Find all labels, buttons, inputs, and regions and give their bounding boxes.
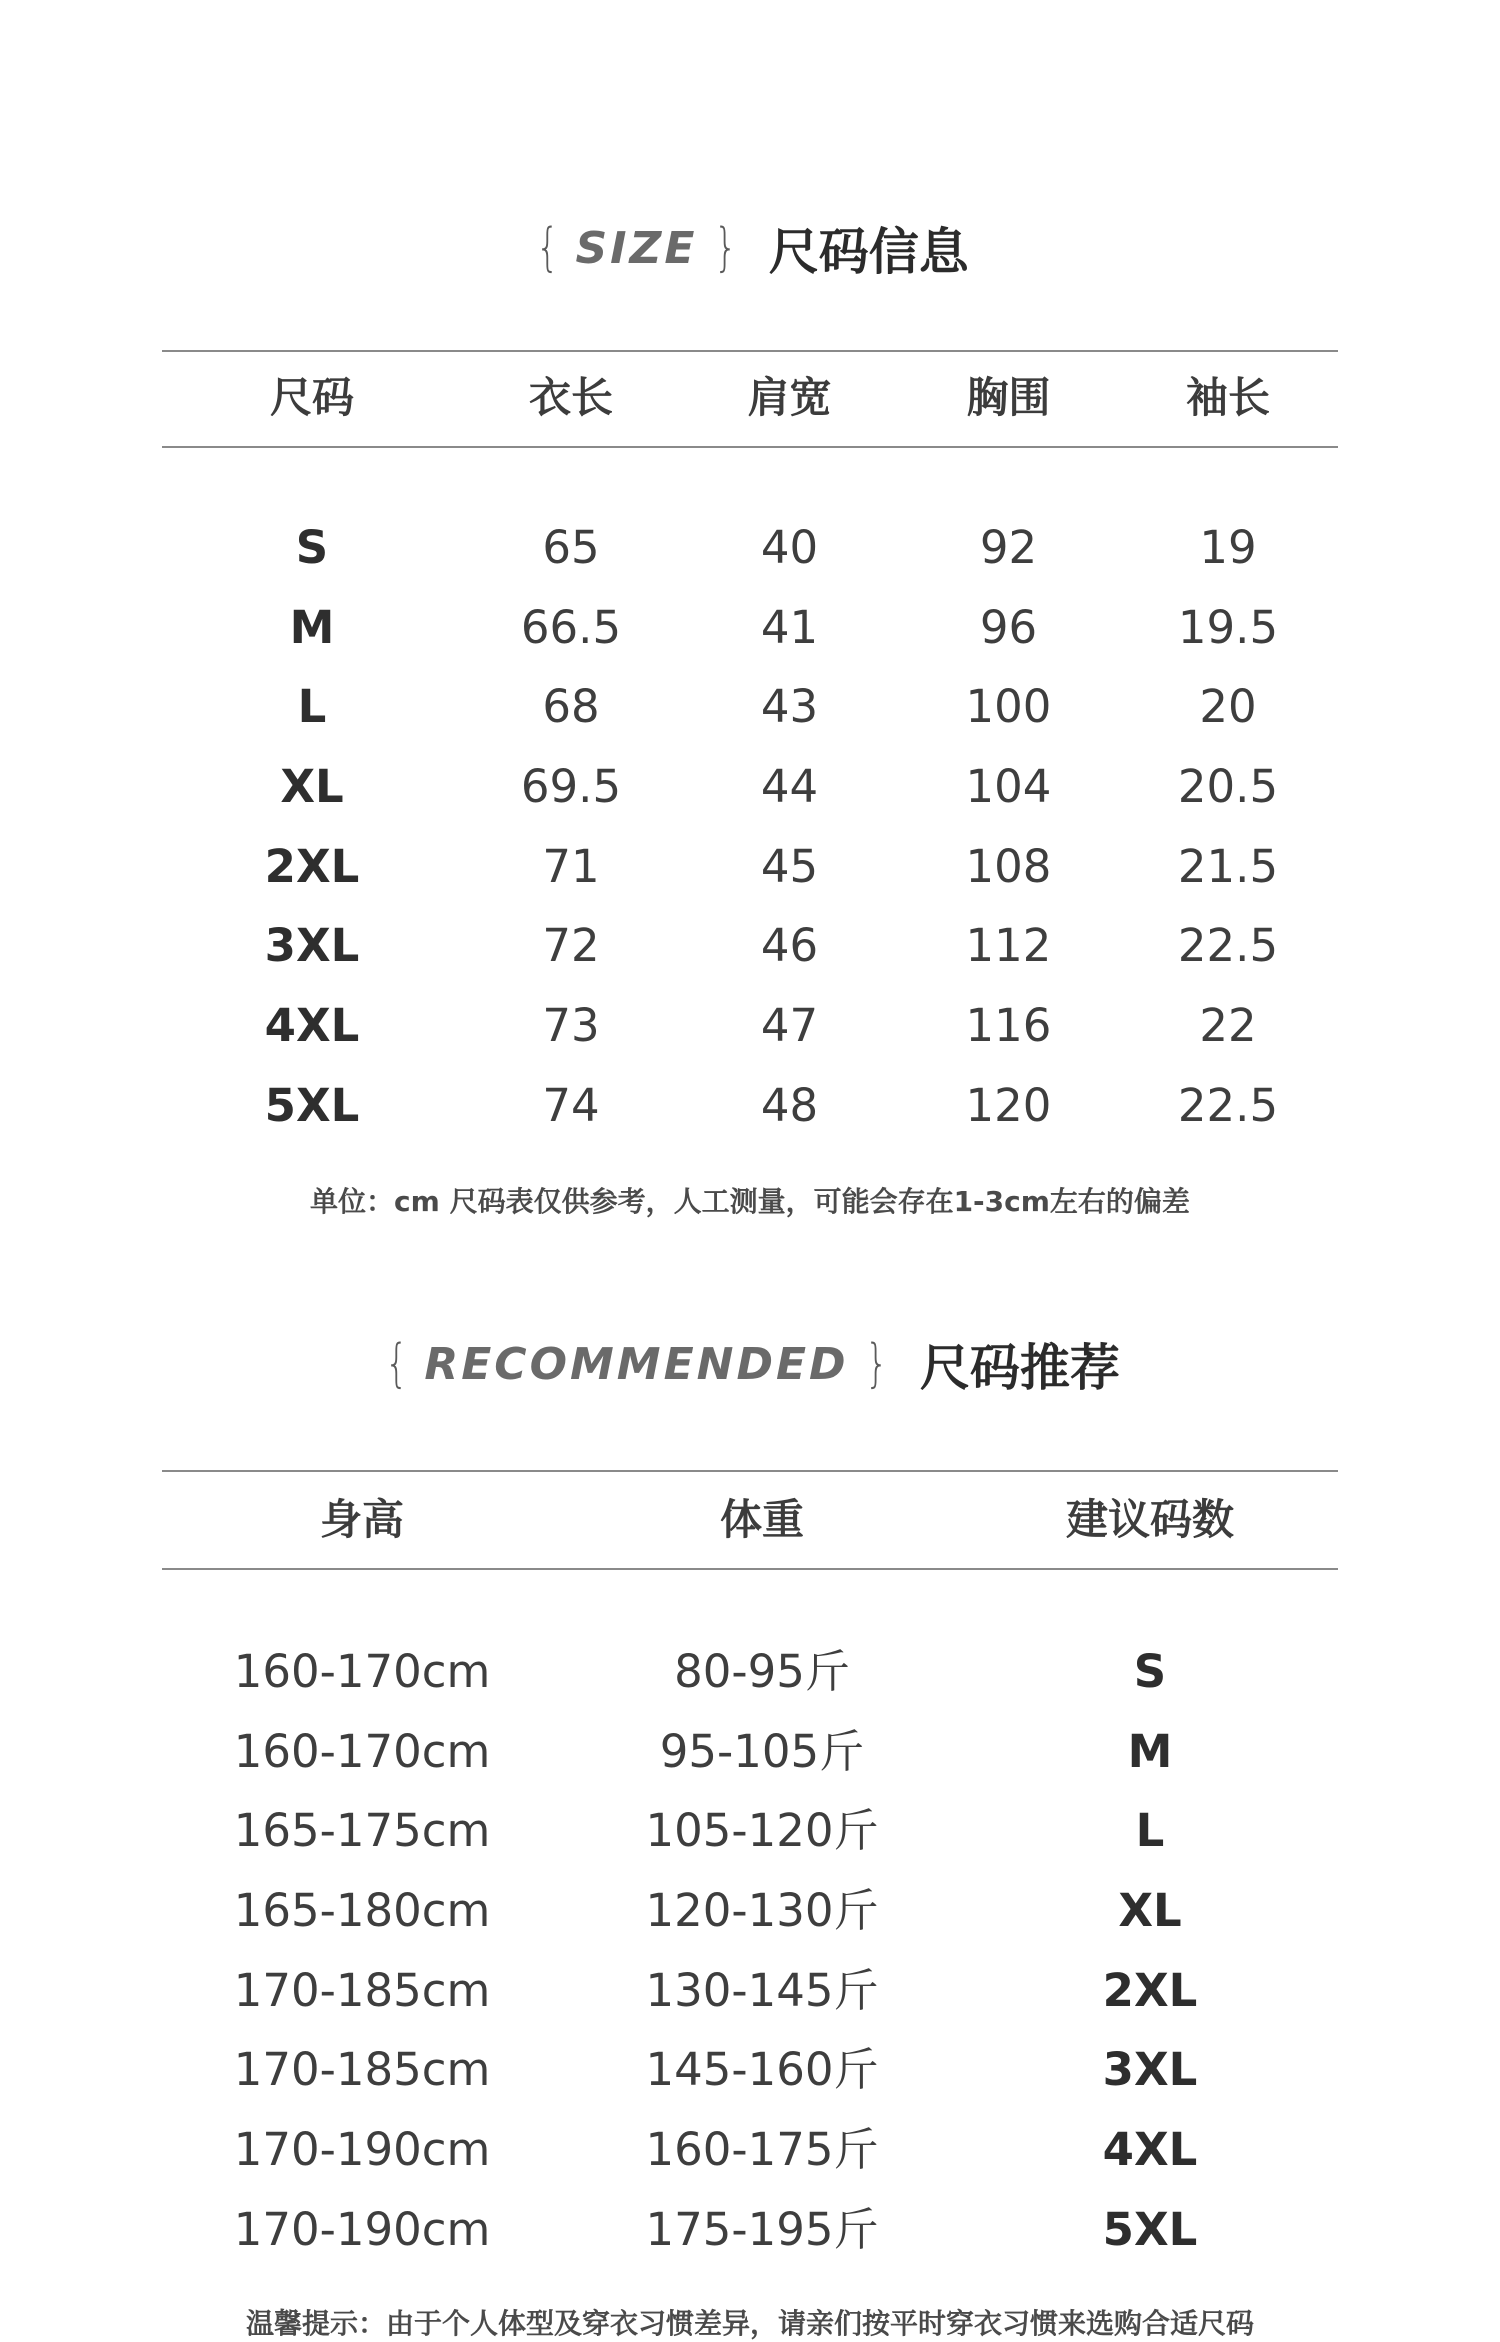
height-cell: 170-190cm <box>233 2202 491 2256</box>
size-label-cell: 5XL <box>264 1078 360 1132</box>
size-value-cell: 22 <box>1199 999 1257 1053</box>
size-value-cell: 96 <box>979 600 1038 654</box>
size-col-header: 衣长 <box>528 373 613 422</box>
size-label-cell: 3XL <box>264 919 360 973</box>
size-value-cell: 43 <box>760 680 819 734</box>
size-value-cell: 41 <box>760 600 819 654</box>
recommend-table-row <box>162 1632 1338 1712</box>
size-table-row <box>162 508 1338 588</box>
height-cell: 170-185cm <box>233 1963 491 2017</box>
size-value-cell: 72 <box>542 919 600 973</box>
size-label-cell: 4XL <box>264 999 360 1053</box>
size-table-row <box>162 747 1338 827</box>
size-table-body <box>162 508 1338 1146</box>
size-value-cell: 20.5 <box>1177 760 1279 814</box>
size-value-cell: 100 <box>965 680 1052 734</box>
size-col-header: 尺码 <box>269 373 354 422</box>
weight-cell: 120-130斤 <box>645 1884 879 1938</box>
recommend-col-header: 建议码数 <box>1065 1495 1234 1544</box>
recommend-section-heading <box>0 1328 1500 1400</box>
height-cell: 170-190cm <box>233 2123 491 2177</box>
size-value-cell: 65 <box>542 521 600 574</box>
size-heading-cn: 尺码信息 <box>768 223 969 281</box>
size-value-cell: 44 <box>760 760 819 814</box>
recommend-note: 温馨提示：由于个人体型及穿衣习惯差异，请亲们按平时穿衣习惯来选购合适尺码 <box>245 2307 1254 2340</box>
size-value-cell: 71 <box>542 839 600 893</box>
size-value-cell: 47 <box>760 999 819 1053</box>
recommend-table-row <box>162 1951 1338 2031</box>
height-cell: 160-170cm <box>233 1724 491 1778</box>
size-value-cell: 48 <box>760 1078 819 1132</box>
recommend-table-header <box>162 1472 1338 1568</box>
size-value-cell: 20 <box>1199 680 1257 734</box>
size-value-cell: 73 <box>542 999 600 1053</box>
weight-cell: 160-175斤 <box>645 2123 879 2177</box>
recommend-col-header: 体重 <box>719 1495 804 1544</box>
recommended-size-cell: 3XL <box>1102 2043 1198 2097</box>
size-value-cell: 66.5 <box>520 600 622 654</box>
weight-cell: 105-120斤 <box>645 1804 879 1858</box>
recommend-table-row <box>162 1871 1338 1951</box>
weight-cell: 175-195斤 <box>645 2202 879 2256</box>
recommended-size-cell: 4XL <box>1102 2123 1198 2177</box>
size-col-header: 肩宽 <box>747 373 832 422</box>
recommend-col-header: 身高 <box>319 1495 404 1544</box>
size-section-heading <box>0 212 1500 284</box>
size-value-cell: 74 <box>542 1078 600 1132</box>
size-value-cell: 40 <box>760 521 819 574</box>
size-label-cell: XL <box>280 760 344 814</box>
size-table-row <box>162 986 1338 1066</box>
height-cell: 160-170cm <box>233 1645 491 1698</box>
brace-close: } <box>864 1334 888 1394</box>
size-value-cell: 45 <box>760 839 819 893</box>
size-table-row <box>162 827 1338 907</box>
recommend-table-row <box>162 2030 1338 2110</box>
height-cell: 165-175cm <box>233 1804 491 1858</box>
size-value-cell: 92 <box>979 521 1038 574</box>
recommend-heading-en: RECOMMENDED <box>424 1338 849 1390</box>
size-value-cell: 104 <box>965 760 1052 814</box>
recommend-heading-cn: 尺码推荐 <box>919 1339 1120 1397</box>
size-value-cell: 21.5 <box>1177 839 1279 893</box>
size-value-cell: 108 <box>965 839 1052 893</box>
size-value-cell: 120 <box>965 1078 1052 1132</box>
brace-open: { <box>536 218 560 278</box>
size-table-row <box>162 588 1338 668</box>
size-table-row <box>162 1066 1338 1146</box>
size-value-cell: 68 <box>542 680 600 734</box>
size-label-cell: 2XL <box>264 839 360 893</box>
size-note: 单位：cm 尺码表仅供参考，人工测量，可能会存在1-3cm左右的偏差 <box>310 1185 1190 1218</box>
recommended-size-cell: 2XL <box>1102 1963 1198 2017</box>
size-value-cell: 116 <box>965 999 1052 1053</box>
size-col-header: 袖长 <box>1185 373 1270 422</box>
recommend-table-row <box>162 1712 1338 1792</box>
size-value-cell: 22.5 <box>1177 1078 1279 1132</box>
size-table-header <box>162 350 1338 446</box>
weight-cell: 145-160斤 <box>645 2043 879 2097</box>
brace-open: { <box>385 1334 409 1394</box>
weight-cell: 130-145斤 <box>645 1963 879 2017</box>
size-table-row <box>162 667 1338 747</box>
height-cell: 170-185cm <box>233 2043 491 2097</box>
recommend-table-header-rule <box>162 1568 1338 1570</box>
recommended-size-cell: 5XL <box>1102 2202 1198 2256</box>
recommend-table-body <box>162 1632 1338 2270</box>
size-value-cell: 22.5 <box>1177 919 1279 973</box>
height-cell: 165-180cm <box>233 1884 491 1938</box>
weight-cell: 95-105斤 <box>659 1724 865 1778</box>
size-heading-en: SIZE <box>575 222 698 274</box>
size-label-cell: L <box>297 680 327 734</box>
recommended-size-cell: S <box>1133 1645 1167 1698</box>
size-value-cell: 69.5 <box>520 760 622 814</box>
size-table-row <box>162 906 1338 986</box>
recommended-size-cell: M <box>1127 1724 1173 1778</box>
recommend-table-row <box>162 1791 1338 1871</box>
size-col-header: 胸围 <box>966 373 1051 422</box>
size-value-cell: 19.5 <box>1177 600 1279 654</box>
size-value-cell: 112 <box>965 919 1052 973</box>
size-value-cell: 46 <box>760 919 819 973</box>
size-label-cell: S <box>295 521 329 574</box>
recommended-size-cell: L <box>1135 1804 1165 1858</box>
recommend-table-row <box>162 2110 1338 2190</box>
recommend-table-row <box>162 2190 1338 2270</box>
weight-cell: 80-95斤 <box>674 1645 850 1698</box>
brace-close: } <box>713 218 737 278</box>
recommended-size-cell: XL <box>1118 1884 1182 1938</box>
size-label-cell: M <box>289 600 335 654</box>
size-value-cell: 19 <box>1199 521 1257 574</box>
size-table-header-rule <box>162 446 1338 448</box>
